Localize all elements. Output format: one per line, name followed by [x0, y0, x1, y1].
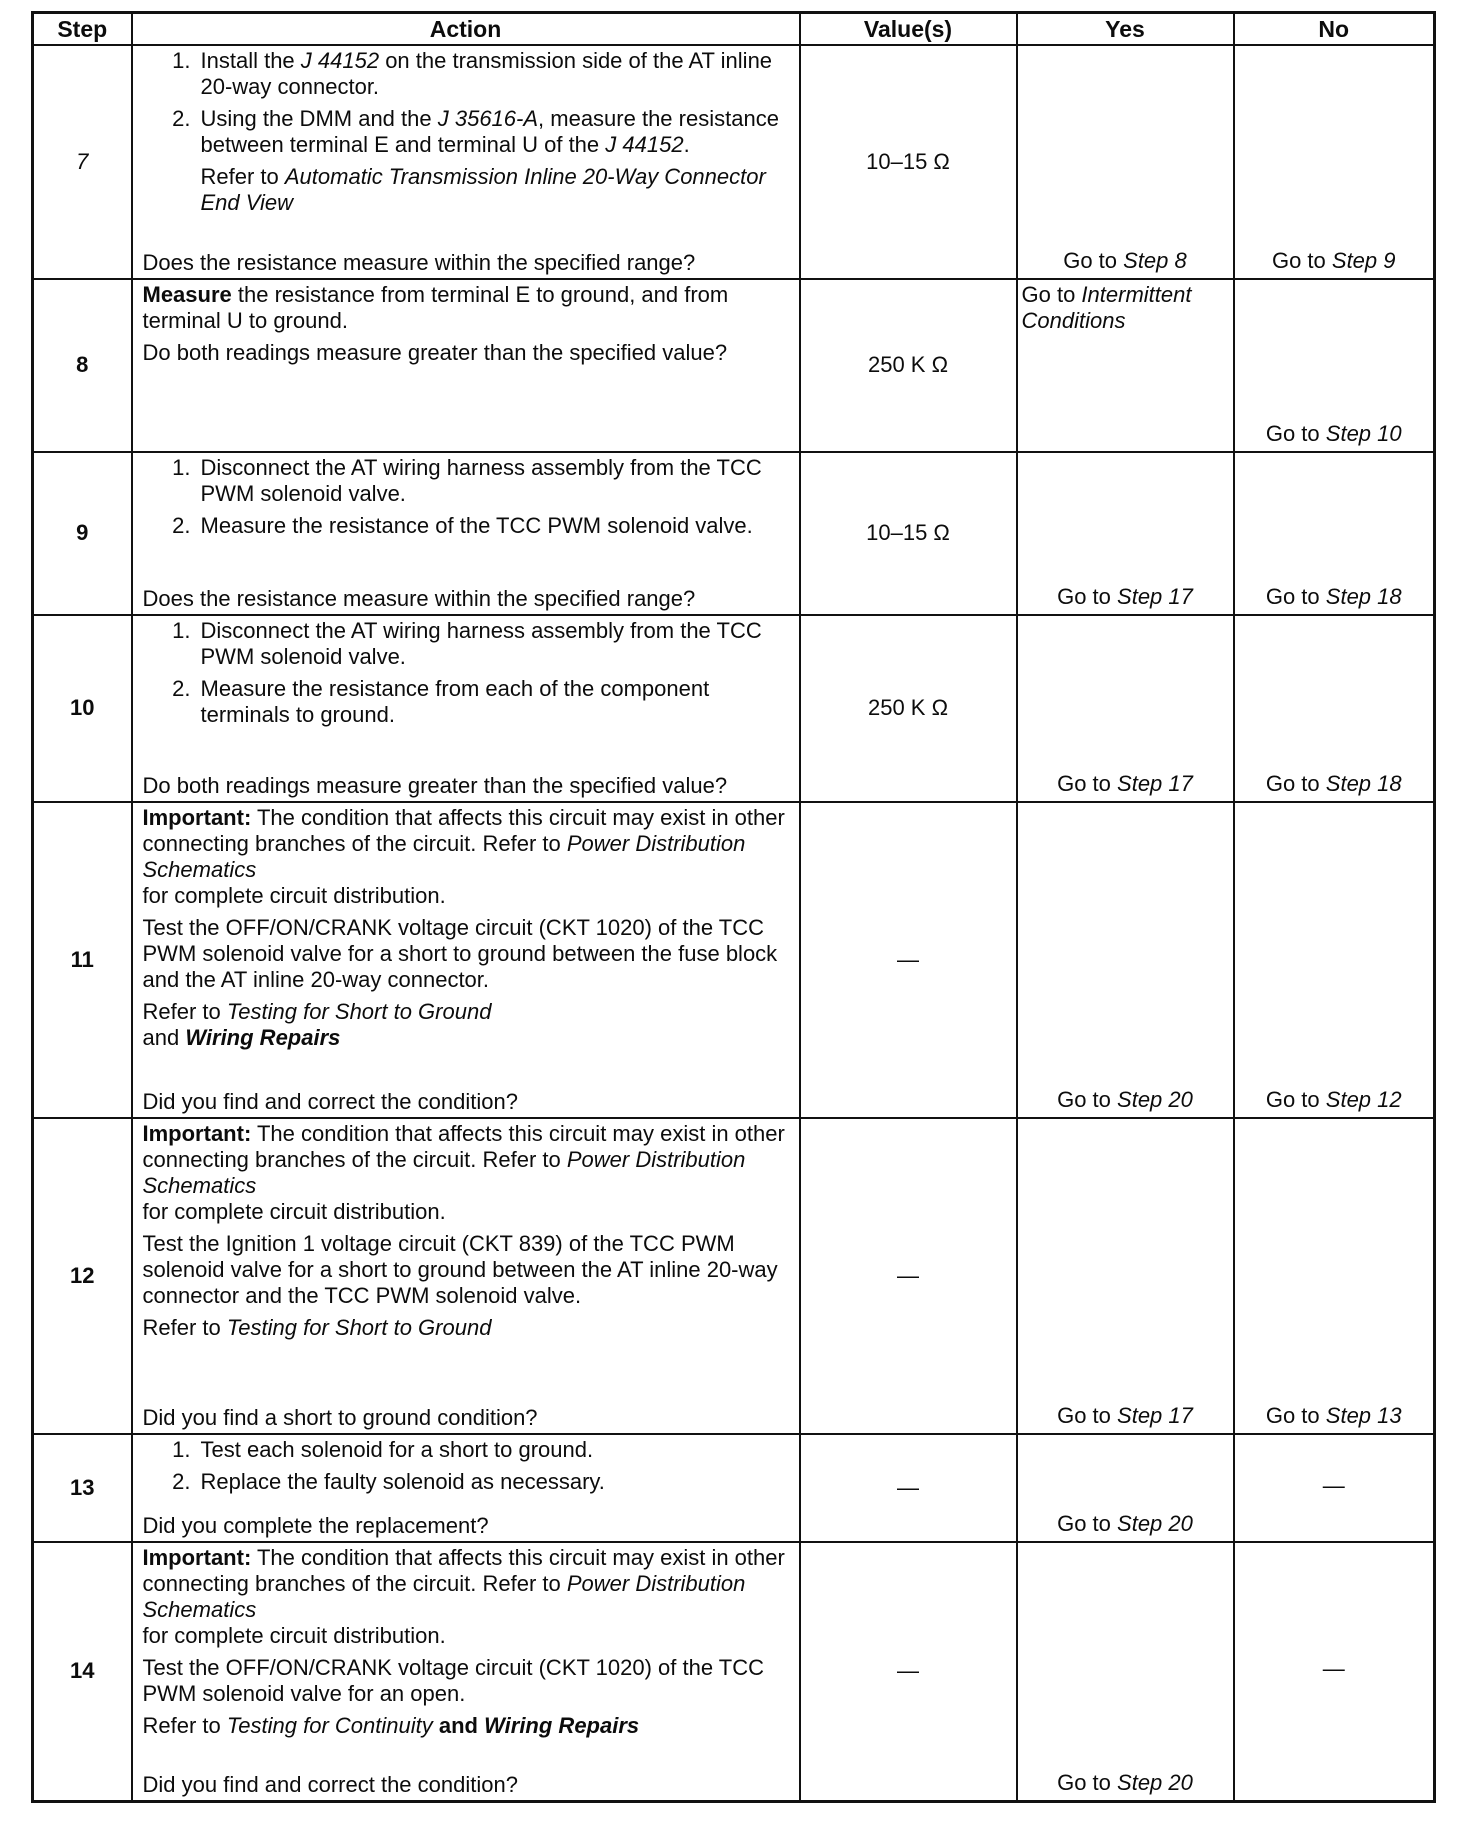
value-cell: 10–15 Ω	[800, 45, 1017, 279]
table-row	[33, 1542, 1435, 1802]
step-number: 8	[33, 279, 132, 451]
table-row	[33, 1434, 1435, 1541]
step-number: 12	[33, 1118, 132, 1434]
action-item: 2. Replace the faulty solenoid as necessary.	[172, 1469, 605, 1495]
no-cell: Go to Step 9	[1234, 45, 1435, 279]
test-text: Test the OFF/ON/CRANK voltage circuit (CKT 1020) of the TCC PWM solenoid valve for an open.	[142, 1654, 764, 1706]
value-cell: —	[800, 1434, 1017, 1541]
action-cell	[132, 279, 800, 451]
table-row	[33, 452, 1435, 615]
header-action: Action	[132, 13, 800, 46]
table-row	[33, 45, 1435, 279]
action-item: 2. Using the DMM and the J 35616-A, measure the resistance between terminal E and terminal U of the J 44152.	[172, 106, 779, 157]
question-text: Do both readings measure greater than the specified value?	[142, 340, 728, 366]
action-item: 2. Measure the resistance from each of the component terminals to ground.	[172, 675, 710, 727]
value-cell: —	[800, 1118, 1017, 1434]
test-text: Test the Ignition 1 voltage circuit (CKT 839) of the TCC PWM solenoid valve for a short to ground between the AT inline 20-way connector and the TCC PWM solenoid valve.	[142, 1230, 778, 1308]
yes-cell: Go to Step 20	[1017, 1542, 1234, 1802]
action-cell	[132, 1118, 800, 1434]
step-number: 9	[33, 452, 132, 615]
value-cell: 250 K Ω	[800, 615, 1017, 802]
header-yes: Yes	[1017, 13, 1234, 46]
table-row	[33, 802, 1435, 1118]
diagnostic-table	[31, 11, 1436, 1803]
step-number: 10	[33, 615, 132, 802]
header-row	[33, 13, 1435, 46]
refer-text: Refer to Testing for Short to Ground and Wiring Repairs	[142, 998, 492, 1050]
no-cell: Go to Step 18	[1234, 452, 1435, 615]
action-item: 1. Disconnect the AT wiring harness assembly from the TCC PWM solenoid valve.	[172, 617, 762, 669]
yes-cell: Go to Step 17	[1017, 615, 1234, 802]
yes-cell: Go to Step 8	[1017, 45, 1234, 279]
action-cell	[132, 615, 800, 802]
action-cell	[132, 1542, 800, 1802]
no-cell: —	[1234, 1434, 1435, 1541]
yes-cell: Go to Step 20	[1017, 802, 1234, 1118]
no-cell: Go to Step 18	[1234, 615, 1435, 802]
value-cell: 10–15 Ω	[800, 452, 1017, 615]
no-cell: Go to Step 13	[1234, 1118, 1435, 1434]
table-row	[33, 1118, 1435, 1434]
refer-text: Refer to Testing for Continuity and Wiring Repairs	[142, 1712, 640, 1738]
table-row	[33, 615, 1435, 802]
question-text: Did you find and correct the condition?	[142, 1772, 518, 1797]
test-text: Test the OFF/ON/CRANK voltage circuit (CKT 1020) of the TCC PWM solenoid valve for a short to ground between the fuse block and the AT inline 20-way connector.	[142, 914, 778, 992]
action-cell	[132, 45, 800, 279]
no-cell: —	[1234, 1542, 1435, 1802]
yes-cell: Go to Intermittent Conditions	[1017, 279, 1234, 451]
important-note: Important: The condition that affects this circuit may exist in other connecting branches of the circuit. Refer to Power Distribution Schematics for complete circuit distribution.	[142, 1120, 785, 1224]
action-item: 1. Install the J 44152 on the transmission side of the AT inline 20-way connector.	[172, 48, 773, 99]
step-number: 14	[33, 1542, 132, 1802]
question-text: Does the resistance measure within the specified range?	[142, 585, 696, 611]
value-cell: —	[800, 1542, 1017, 1802]
action-cell	[132, 802, 800, 1118]
question-text: Does the resistance measure within the specified range?	[142, 250, 696, 276]
step-number: 11	[33, 802, 132, 1118]
no-cell: Go to Step 10	[1234, 279, 1435, 451]
step-number: 13	[33, 1434, 132, 1541]
no-cell: Go to Step 12	[1234, 802, 1435, 1118]
yes-cell: Go to Step 17	[1017, 1118, 1234, 1434]
action-item: 1. Disconnect the AT wiring harness assembly from the TCC PWM solenoid valve.	[172, 454, 762, 506]
header-no: No	[1234, 13, 1435, 46]
question-text: Did you find a short to ground condition?	[142, 1405, 538, 1431]
question-text: Do both readings measure greater than the specified value?	[142, 772, 728, 798]
action-cell	[132, 1434, 800, 1541]
action-item: 2. Measure the resistance of the TCC PWM solenoid valve.	[172, 512, 753, 538]
step-number: 7	[33, 45, 132, 279]
question-text: Did you find and correct the condition?	[142, 1088, 518, 1114]
refer-text: Refer to Automatic Transmission Inline 20-Way Connector End View	[200, 164, 766, 215]
value-cell: 250 K Ω	[800, 279, 1017, 451]
action-item: 1. Test each solenoid for a short to ground.	[172, 1437, 594, 1463]
value-cell: —	[800, 802, 1017, 1118]
yes-cell: Go to Step 20	[1017, 1434, 1234, 1541]
important-note: Important: The condition that affects this circuit may exist in other connecting branches of the circuit. Refer to Power Distribution Schematics for complete circuit distribution.	[142, 1544, 785, 1648]
action-cell	[132, 452, 800, 615]
important-note: Important: The condition that affects this circuit may exist in other connecting branches of the circuit. Refer to Power Distribution Schematics for complete circuit distribution.	[142, 804, 785, 908]
header-step: Step	[33, 13, 132, 46]
yes-cell: Go to Step 17	[1017, 452, 1234, 615]
action-text: Measure the resistance from terminal E to ground, and from terminal U to ground.	[142, 282, 729, 334]
header-values: Value(s)	[800, 13, 1017, 46]
refer-text: Refer to Testing for Short to Ground	[142, 1314, 492, 1340]
question-text: Did you complete the replacement?	[142, 1512, 489, 1538]
table-row	[33, 279, 1435, 451]
